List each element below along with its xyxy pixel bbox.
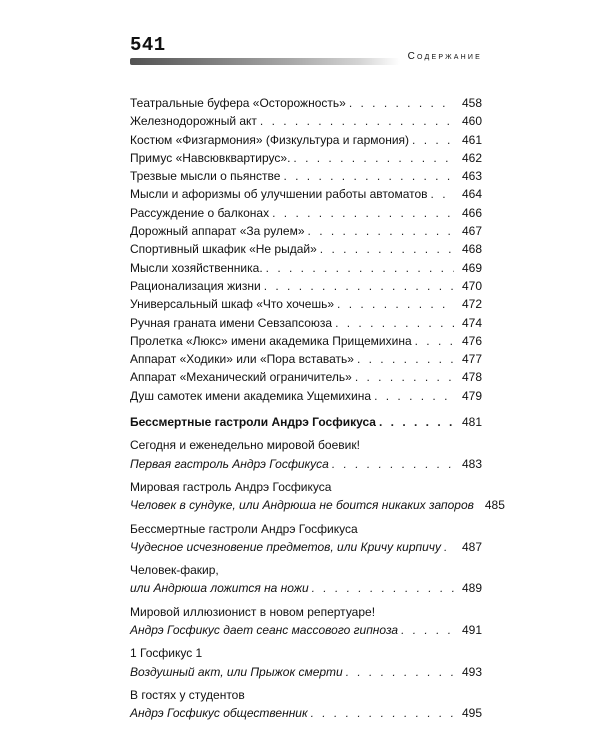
- toc-sub-entry-page: 495: [461, 706, 482, 721]
- toc-sub-entry: [130, 561, 482, 598]
- toc-sub-entry-page: 489: [461, 581, 482, 596]
- dot-leader: [311, 704, 454, 722]
- toc-entry: [130, 112, 482, 130]
- toc-sub-entry-heading: Человек-факир,: [130, 563, 219, 578]
- toc-entry: [130, 277, 482, 295]
- dot-leader: [431, 185, 454, 203]
- toc-entry-title: Ручная граната имени Севзапсоюза: [130, 315, 333, 330]
- dot-leader: [266, 259, 454, 277]
- toc-entry-title: Примус «Навсювквартирус».: [130, 150, 291, 165]
- toc-sub-entry-row: [130, 455, 482, 473]
- toc-entry: [130, 368, 482, 386]
- toc-entry-page: 464: [461, 187, 482, 202]
- dot-leader: [312, 579, 454, 597]
- toc-entry: [130, 259, 482, 277]
- toc-entry: [130, 332, 482, 350]
- toc-sub-entry-title: Андрэ Госфикус дает сеанс массового гипноза: [130, 623, 399, 638]
- dot-leader: [374, 387, 454, 405]
- toc-entry-title: Спортивный шкафик «Не рыдай»: [130, 242, 317, 257]
- dot-leader: [415, 332, 454, 350]
- toc-entry: [130, 94, 482, 112]
- dot-leader: [308, 222, 454, 240]
- table-of-contents: [130, 94, 505, 723]
- toc-section-heading: [130, 413, 482, 431]
- toc-sub-entry-row: [130, 704, 482, 722]
- toc-sub-entry: [130, 644, 482, 681]
- toc-sub-entry-heading: Бессмертные гастроли Андрэ Госфикуса: [130, 521, 358, 536]
- toc-entry-page: 478: [461, 370, 482, 385]
- toc-sub-entry: [130, 686, 482, 723]
- toc-entry-title: Мысли хозяйственника.: [130, 260, 263, 275]
- toc-entry: [130, 204, 482, 222]
- toc-entry-page: 469: [461, 260, 482, 275]
- toc-sub-entry-page: 487: [461, 539, 482, 554]
- toc-sub-entry: [130, 603, 482, 640]
- toc-entry-title: Дорожный аппарат «За рулем»: [130, 224, 305, 239]
- toc-entry-page: 472: [461, 297, 482, 312]
- toc-entry-title: Аппарат «Механический ограничитель»: [130, 370, 352, 385]
- toc-sub-entry-row: [130, 579, 482, 597]
- dot-leader: [335, 314, 454, 332]
- toc-entry-title: Мысли и афоризмы об улучшении работы автоматов: [130, 187, 428, 202]
- toc-entry: [130, 350, 482, 368]
- toc-sub-entry-heading: В гостях у студентов: [130, 687, 245, 702]
- toc-sub-entry-page: 493: [461, 664, 482, 679]
- toc-sub-entry-title: Первая гастроль Андрэ Госфикуса: [130, 456, 329, 471]
- dot-leader: [349, 94, 454, 112]
- toc-sub-entry-title: Андрэ Госфикус общественник: [130, 706, 308, 721]
- toc-sub-entry-page: 483: [461, 456, 482, 471]
- toc-entry: [130, 167, 482, 185]
- toc-sub-entry-heading: 1 Госфикус 1: [130, 646, 203, 661]
- toc-sub-entry-title: Воздушный акт, или Прыжок смерти: [130, 664, 343, 679]
- toc-entry-title: Душ самотек имени академика Ущемихина: [130, 388, 372, 403]
- toc-sub-entry-row: [130, 663, 482, 681]
- toc-entry-title: Универсальный шкаф «Что хочешь»: [130, 297, 335, 312]
- toc-entry: [130, 131, 482, 149]
- running-head: Содержание: [407, 51, 482, 62]
- toc-entry-page: 463: [461, 169, 482, 184]
- toc-entry-page: 476: [461, 333, 482, 348]
- dot-leader: [320, 240, 454, 258]
- toc-sub-entry-page: 485: [484, 498, 505, 513]
- toc-entry-page: 468: [461, 242, 482, 257]
- toc-sub-entry-heading: Сегодня и еженедельно мировой боевик!: [130, 438, 360, 453]
- dot-leader: [260, 112, 454, 130]
- toc-entry: [130, 222, 482, 240]
- toc-entry-title: Рационализация жизни: [130, 278, 261, 293]
- toc-entry-page: 461: [461, 132, 482, 147]
- toc-sub-entry-page: 491: [461, 623, 482, 638]
- dot-leader: [401, 621, 454, 639]
- toc-sub-entry-row: [130, 621, 482, 639]
- toc-entry-page: 477: [461, 352, 482, 367]
- toc-entry: [130, 185, 482, 203]
- toc-entry-title: Железнодорожный акт: [130, 114, 257, 129]
- toc-sub-entry: [130, 478, 505, 515]
- toc-sub-entry: [130, 436, 482, 473]
- toc-entry-page: 458: [461, 96, 482, 110]
- toc-entry-page: 462: [461, 150, 482, 165]
- dot-leader: [272, 204, 454, 222]
- toc-entry-title: Пролетка «Люкс» имени академика Прищемихина: [130, 333, 412, 348]
- toc-sub-entry-heading: Мировая гастроль Андрэ Госфикуса: [130, 479, 332, 494]
- toc-sub-entry-row: [130, 496, 505, 514]
- toc-entry: [130, 295, 482, 313]
- toc-entry: [130, 387, 482, 405]
- dot-leader: [332, 455, 454, 473]
- toc-section-title: Бессмертные гастроли Андрэ Госфикуса: [130, 415, 376, 430]
- header-rule: [130, 58, 400, 65]
- toc-sub-entry-title: или Андрюша ложится на ножи: [130, 581, 309, 596]
- toc-entry-title: Костюм «Физгармония» (Физкультура и гармония): [130, 132, 410, 147]
- toc-entry-title: Трезвые мысли о пьянстве: [130, 169, 281, 184]
- toc-entry-page: 466: [461, 205, 482, 220]
- dot-leader: [379, 413, 454, 431]
- toc-sub-entry-title: Человек в сундуке, или Андрюша не боится никаких запоров: [130, 498, 474, 513]
- dot-leader: [357, 350, 454, 368]
- page-number: 541: [130, 34, 166, 56]
- toc-sub-entry-title: Чудесное исчезновение предметов, или Кричу кирпичу: [130, 539, 441, 554]
- toc-sub-entry-row: [130, 538, 482, 556]
- toc-entry-title: Театральные буфера «Осторожность»: [130, 96, 346, 110]
- toc-entry-page: 470: [461, 278, 482, 293]
- dot-leader: [293, 149, 454, 167]
- toc-entry: [130, 149, 482, 167]
- toc-entry-page: 474: [461, 315, 482, 330]
- toc-entry-page: 460: [461, 114, 482, 129]
- toc-sub-entry-heading: Мировой иллюзионист в новом репертуаре!: [130, 604, 376, 619]
- toc-entry: [130, 240, 482, 258]
- dot-leader: [346, 663, 454, 681]
- toc-sub-entry: [130, 520, 482, 557]
- toc-entry: [130, 314, 482, 332]
- toc-section-page: 481: [461, 415, 482, 430]
- dot-leader: [264, 277, 454, 295]
- toc-entry-title: Аппарат «Ходики» или «Пора вставать»: [130, 352, 354, 367]
- dot-leader: [283, 167, 454, 185]
- dot-leader: [355, 368, 454, 386]
- dot-leader: [337, 295, 454, 313]
- toc-entry-page: 467: [461, 224, 482, 239]
- dot-leader: [412, 131, 454, 149]
- page-header: [130, 34, 482, 74]
- dot-leader: [444, 538, 454, 556]
- toc-entry-title: Рассуждение о балконах: [130, 205, 270, 220]
- toc-entry-page: 479: [461, 388, 482, 403]
